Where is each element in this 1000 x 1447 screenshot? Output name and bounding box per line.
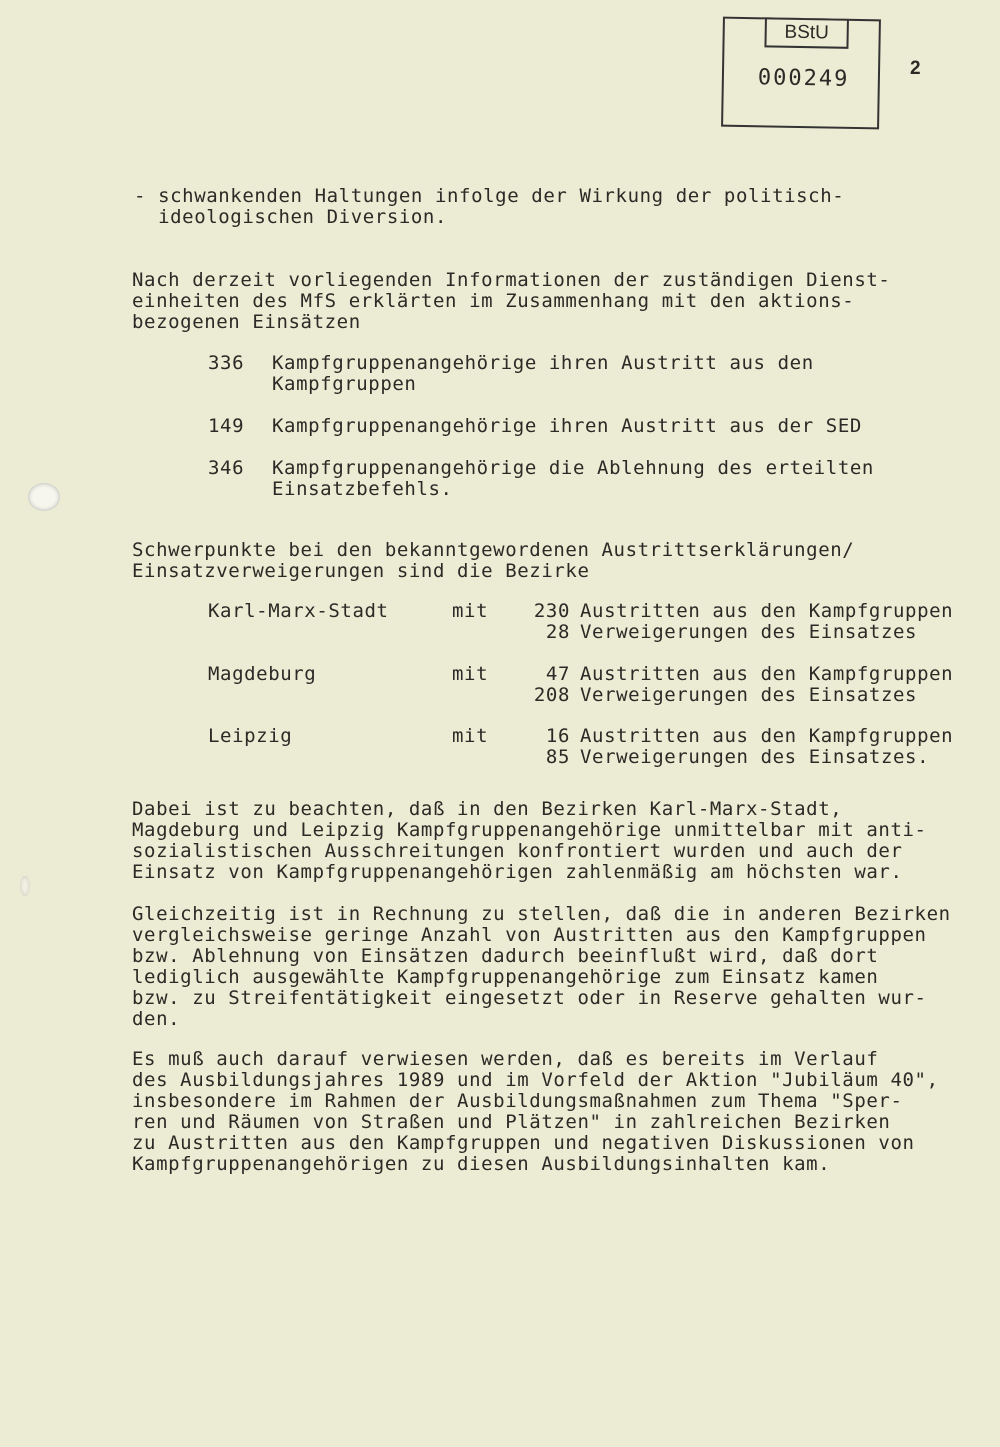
district-text: Austritten aus den Kampfgruppen (580, 725, 954, 747)
district-name: Leipzig (208, 725, 293, 747)
district-mit: mit (452, 725, 489, 747)
text-line: Gleichzeitig ist in Rechnung zu stellen, daß die in anderen Bezirken (132, 903, 951, 925)
text-line: einheiten des MfS erklärten im Zusammenhang mit den aktions- (132, 290, 855, 312)
text-line: Nach derzeit vorliegenden Informationen der zuständigen Dienst- (132, 269, 891, 291)
punch-hole (20, 876, 30, 896)
text-line: ideologischen Diversion. (134, 206, 448, 228)
text-line: Schwerpunkte bei den bekanntgewordenen Austrittserklärungen/ (132, 539, 855, 561)
district-number: 28 (545, 621, 570, 643)
item-count: 336 (208, 352, 245, 374)
text-line: insbesondere im Rahmen der Ausbildungsmaßnahmen zum Thema "Sper- (132, 1090, 903, 1112)
district-mit: mit (452, 663, 489, 685)
text-line: des Ausbildungsjahres 1989 und im Vorfeld der Aktion "Jubiläum 40", (132, 1069, 939, 1091)
item-text: Kampfgruppenangehörige ihren Austritt aus der SED (272, 415, 862, 437)
item-text: Kampfgruppen (272, 373, 417, 395)
district-mit: mit (452, 600, 489, 622)
text-line: lediglich ausgewählte Kampfgruppenangehörige zum Einsatz kamen (132, 966, 879, 988)
item-text: Kampfgruppenangehörige die Ablehnung des erteilten (272, 457, 874, 479)
district-number: 230 (533, 600, 570, 622)
item-count: 346 (208, 457, 245, 479)
district-text: Verweigerungen des Einsatzes (580, 684, 918, 706)
archive-stamp (721, 17, 881, 130)
text-line: Einsatzverweigerungen sind die Bezirke (132, 560, 590, 582)
district-number: 85 (545, 746, 570, 768)
punch-hole (28, 483, 60, 511)
page-number: 2 (910, 58, 921, 79)
item-text: Kampfgruppenangehörige ihren Austritt aus den (272, 352, 814, 374)
text-line: Es muß auch darauf verwiesen werden, daß es bereits im Verlauf (132, 1048, 879, 1070)
district-text: Verweigerungen des Einsatzes (580, 621, 918, 643)
text-line: - schwankenden Haltungen infolge der Wirkung der politisch- (134, 185, 845, 207)
text-line: zu Austritten aus den Kampfgruppen und negativen Diskussionen von (132, 1132, 915, 1154)
text-line: ren und Räumen von Straßen und Plätzen" in zahlreichen Bezirken (132, 1111, 891, 1133)
text-line: sozialistischen Ausschreitungen konfrontiert wurden und auch der (132, 840, 903, 862)
item-text: Einsatzbefehls. (272, 478, 453, 500)
text-line: bezogenen Einsätzen (132, 311, 361, 333)
district-name: Karl-Marx-Stadt (208, 600, 389, 622)
district-number: 208 (533, 684, 570, 706)
text-line: Magdeburg und Leipzig Kampfgruppenangehörige unmittelbar mit anti- (132, 819, 927, 841)
district-text: Verweigerungen des Einsatzes. (580, 746, 930, 768)
stamp-label: BStU (764, 17, 849, 48)
district-number: 16 (545, 725, 570, 747)
text-line: Kampfgruppenangehörigen zu diesen Ausbildungsinhalten kam. (132, 1153, 831, 1175)
district-text: Austritten aus den Kampfgruppen (580, 663, 954, 685)
text-line: vergleichsweise geringe Anzahl von Austritten aus den Kampfgruppen (132, 924, 927, 946)
text-line: bzw. zu Streifentätigkeit eingesetzt oder in Reserve gehalten wur- (132, 987, 927, 1009)
district-number: 47 (545, 663, 570, 685)
text-line: Einsatz von Kampfgruppenangehörigen zahlenmäßig am höchsten war. (132, 861, 903, 883)
item-count: 149 (208, 415, 245, 437)
district-text: Austritten aus den Kampfgruppen (580, 600, 954, 622)
stamp-number: 000249 (757, 65, 850, 92)
text-line: Dabei ist zu beachten, daß in den Bezirken Karl-Marx-Stadt, (132, 798, 843, 820)
district-name: Magdeburg (208, 663, 317, 685)
text-line: den. (132, 1008, 181, 1030)
text-line: bzw. Ablehnung von Einsätzen dadurch beeinflußt wird, daß dort (132, 945, 879, 967)
